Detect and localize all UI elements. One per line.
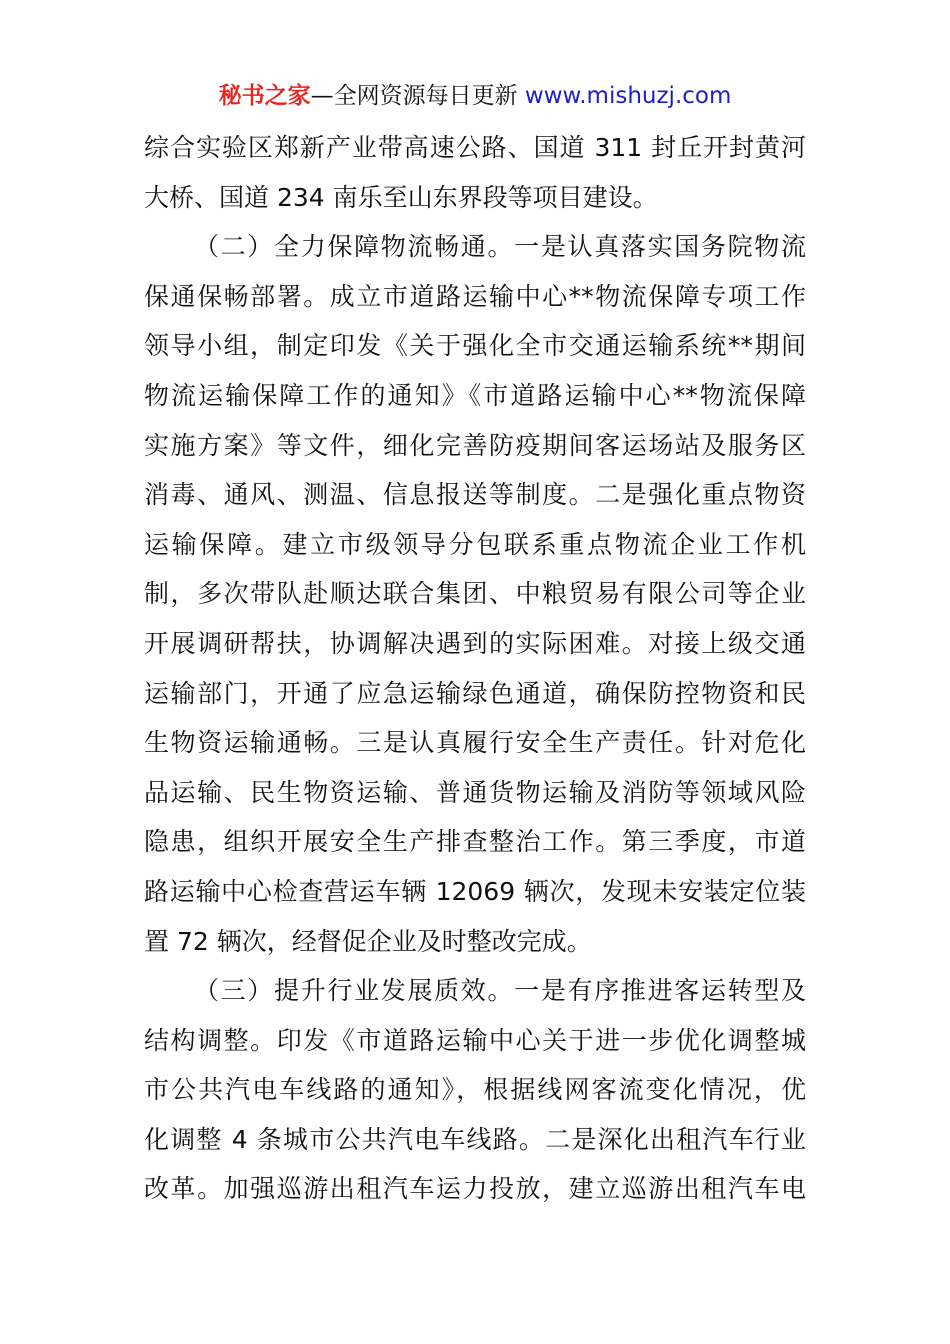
text-line: （三）提升行业发展质效。一是有序推进客运转型及 (194, 976, 806, 1006)
text-line: 改革。加强巡游出租汽车运力投放，建立巡游出租汽车电 (144, 1174, 806, 1204)
text-line: 消毒、通风、测温、信息报送等制度。二是强化重点物资 (144, 480, 806, 510)
header-site-url: www.mishuzj.com (524, 83, 732, 109)
header-tagline: —全网资源每日更新 (310, 83, 518, 109)
text-line: 生物资运输通畅。三是认真履行安全生产责任。针对危化 (144, 728, 806, 758)
text-line: 开展调研帮扶，协调解决遇到的实际困难。对接上级交通 (144, 628, 806, 658)
text-line: 路运输中心检查营运车辆 12069 辆次，发现未安装定位装 (144, 876, 806, 906)
document-body (144, 123, 806, 1214)
text-line: 市公共汽电车线路的通知》，根据线网客流变化情况，优 (144, 1075, 806, 1105)
text-line: 大桥、国道 234 南乐至山东界段等项目建设。 (144, 182, 658, 212)
text-line: 保通保畅部署。成立市道路运输中心**物流保障专项工作 (144, 281, 806, 311)
text-line: 置 72 辆次，经督促企业及时整改完成。 (144, 926, 592, 956)
text-line: 制，多次带队赴顺达联合集团、中粮贸易有限公司等企业 (144, 579, 806, 609)
text-line: （二）全力保障物流畅通。一是认真落实国务院物流 (194, 232, 806, 262)
text-line: 品运输、民生物资运输、普通货物运输及消防等领域风险 (144, 777, 806, 807)
text-line: 物流运输保障工作的通知》《市道路运输中心**物流保障 (144, 380, 806, 410)
text-line: 综合实验区郑新产业带高速公路、国道 311 封丘开封黄河 (144, 133, 806, 162)
text-line: 化调整 4 条城市公共汽电车线路。二是深化出租汽车行业 (144, 1124, 806, 1154)
text-line: 运输保障。建立市级领导分包联系重点物流企业工作机 (144, 529, 806, 559)
text-line: 隐患，组织开展安全生产排查整治工作。第三季度，市道 (144, 827, 806, 857)
header-brand: 秘书之家 (218, 83, 311, 109)
text-line: 领导小组，制定印发《关于强化全市交通运输系统**期间 (144, 331, 806, 361)
text-line: 运输部门，开通了应急运输绿色通道，确保防控物资和民 (144, 678, 806, 708)
page-header (0, 80, 950, 112)
text-line: 结构调整。印发《市道路运输中心关于进一步优化调整城 (144, 1025, 806, 1055)
text-line: 实施方案》等文件，细化完善防疫期间客运场站及服务区 (144, 430, 806, 460)
